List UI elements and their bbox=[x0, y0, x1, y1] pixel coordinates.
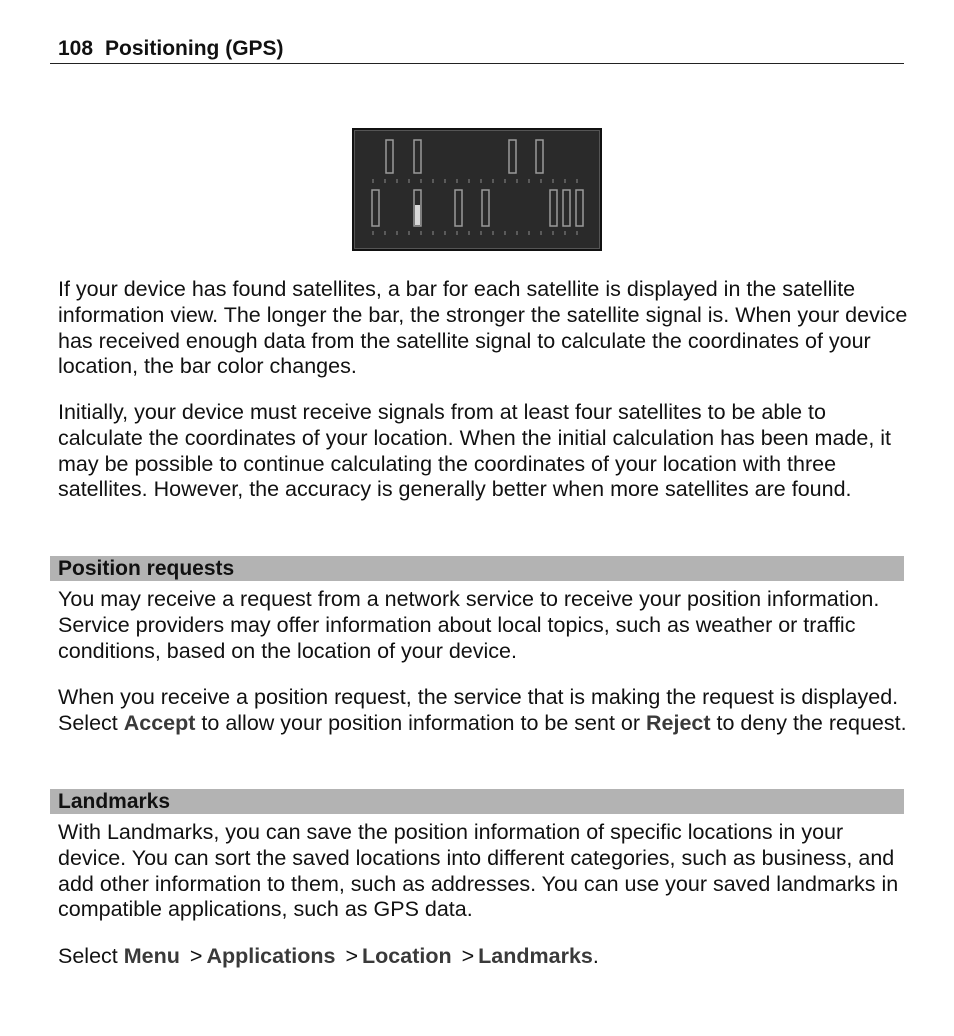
satellite-bar bbox=[372, 190, 379, 226]
satellite-bar bbox=[509, 140, 516, 173]
lower-row-ticks bbox=[372, 231, 578, 235]
position-requests-paragraph-2: When you receive a position request, the service that is making the request is displayed. Select Accept to allow your position information to be sent or Reject to deny the request. bbox=[58, 685, 907, 735]
satellite-bar bbox=[576, 190, 583, 226]
upper-row-bars bbox=[386, 140, 543, 173]
landmarks-path-item: Landmarks bbox=[478, 944, 593, 968]
applications-path-item: Applications bbox=[206, 944, 336, 968]
section-heading-landmarks: Landmarks bbox=[50, 789, 904, 814]
landmarks-navigation-path: Select Menu > Applications > Location > Landmarks. bbox=[58, 944, 599, 968]
intro-paragraph-1: If your device has found satellites, a bar for each satellite is displayed in the satellite information view. The longer the bar, the stronger the satellite signal is. When your device has received enough data from the satellite signal to calculate the coordinates of your location, the bar color changes. bbox=[58, 277, 908, 379]
section-heading-position-requests: Position requests bbox=[50, 556, 904, 581]
location-path-item: Location bbox=[362, 944, 452, 968]
position-requests-paragraph-1: You may receive a request from a network service to receive your position information. Service providers may offer information about local topics, such as weather or traffic conditions, based on the location of your device. bbox=[58, 587, 880, 663]
landmarks-paragraph-1: With Landmarks, you can save the position information of specific locations in your device. You can sort the saved locations into different categories, such as business, and add other information to them, such as addresses. You can use your saved landmarks in compatible applications, such as GPS data. bbox=[58, 820, 899, 922]
intro-paragraph-2: Initially, your device must receive signals from at least four satellites to be able to calculate the coordinates of your location. When the initial calculation has been made, it may be possible to continue calculating the coordinates of your location with three satellites. However, the accuracy is generally better when more satellites are found. bbox=[58, 400, 892, 502]
satellite-bar-fill bbox=[415, 205, 420, 225]
satellite-bar bbox=[482, 190, 489, 226]
page-header bbox=[50, 34, 904, 64]
menu-path-item: Menu bbox=[123, 944, 180, 968]
satellite-bar bbox=[414, 140, 421, 173]
accept-option: Accept bbox=[123, 710, 196, 735]
reject-option: Reject bbox=[645, 710, 711, 735]
satellite-bar bbox=[550, 190, 557, 226]
satellite-bar bbox=[563, 190, 570, 226]
chapter-title: Positioning (GPS) bbox=[105, 37, 284, 60]
satellite-signal-bars-image bbox=[352, 128, 602, 251]
page-number: 108 bbox=[58, 37, 94, 60]
satellite-bar bbox=[386, 140, 393, 173]
lower-row-bars bbox=[372, 190, 583, 226]
satellite-bars-graphic bbox=[354, 130, 600, 249]
satellite-bar bbox=[455, 190, 462, 226]
satellite-bar bbox=[536, 140, 543, 173]
upper-row-ticks bbox=[372, 179, 578, 183]
